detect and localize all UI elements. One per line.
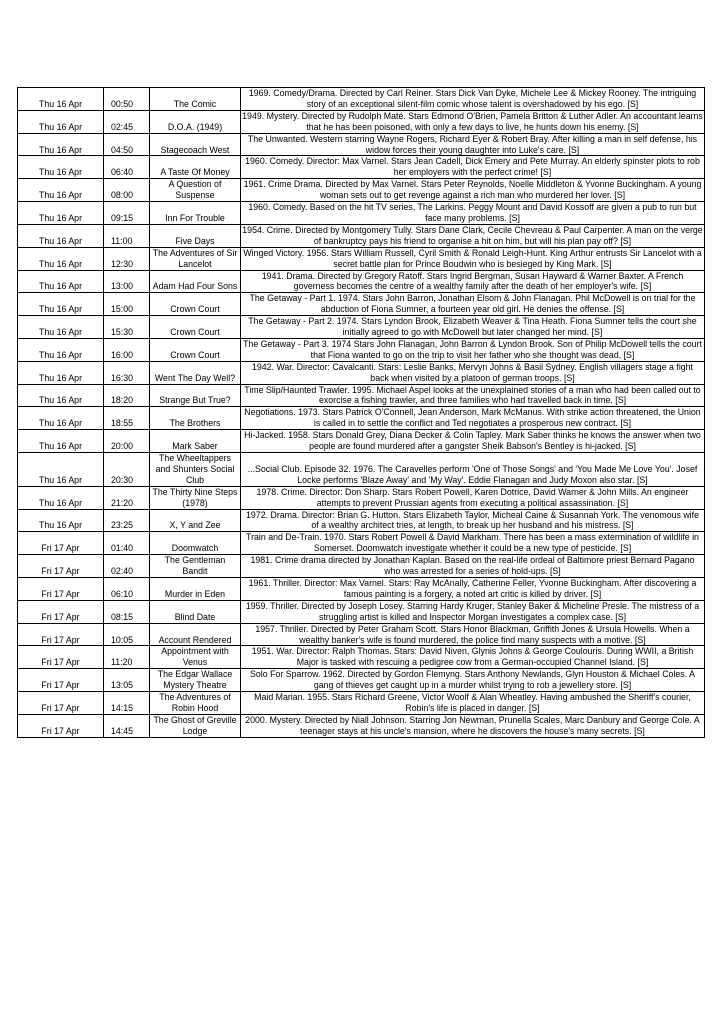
day-cell: Thu 16 Apr: [18, 384, 104, 407]
table-row: [18, 407, 705, 430]
day-cell: Fri 17 Apr: [18, 669, 104, 692]
description-cell: 1961. Crime Drama. Directed by Max Varnel. Stars Peter Reynolds, Noelle Middleton & Yvonne Buckingham. A young woman sets out to get revenge against a rich man who murdered her lover. [S]: [241, 179, 705, 202]
time-cell: 16:00: [104, 338, 150, 361]
title-cell: The Ghost of Greville Lodge: [150, 714, 241, 737]
time-cell: 14:45: [104, 714, 150, 737]
day-cell: Thu 16 Apr: [18, 509, 104, 532]
title-cell: Strange But True?: [150, 384, 241, 407]
day-cell: Thu 16 Apr: [18, 361, 104, 384]
schedule-table: [17, 87, 705, 738]
time-cell: 11:20: [104, 646, 150, 669]
table-row: [18, 224, 705, 247]
day-cell: Thu 16 Apr: [18, 270, 104, 293]
description-cell: The Getaway - Part 1. 1974. Stars John Barron, Jonathan Elsom & John Flanagan. Phil McDowell is on trial for the abduction of Fiona Sumner, a fourteen year old girl. He denies the offense. [S]: [241, 293, 705, 316]
description-cell: Train and De-Train. 1970. Stars Robert Powell & David Markham. There has been a mass extermination of wildlife in Somerset. Doomwatch investigate whether it could be a new type of pesticide. [S]: [241, 532, 705, 555]
schedule-body: [18, 88, 705, 738]
day-cell: Thu 16 Apr: [18, 156, 104, 179]
table-row: [18, 88, 705, 111]
description-cell: 1951. War. Director: Ralph Thomas. Stars: David Niven, Glynis Johns & George Coulouris. During WWII, a British Major is tasked with rescuing a pedigree cow from a German-occupied Channel Island. [S]: [241, 646, 705, 669]
table-row: [18, 430, 705, 453]
day-cell: Thu 16 Apr: [18, 316, 104, 339]
title-cell: The Adventures of Robin Hood: [150, 692, 241, 715]
description-cell: Hi-Jacked. 1958. Stars Donald Grey, Diana Decker & Colin Tapley. Mark Saber thinks he knows the answer when two people are found murdered after a gangster Sheik Babson's Bentley is hi-jacked. [S]: [241, 430, 705, 453]
day-cell: Thu 16 Apr: [18, 453, 104, 487]
title-cell: Doomwatch: [150, 532, 241, 555]
day-cell: Thu 16 Apr: [18, 88, 104, 111]
description-cell: Negotiations. 1973. Stars Patrick O'Connell, Jean Anderson, Mark McManus. With strike action threatened, the Union is called in to settle the conflict and Ted negotiates a prosperous new contract. [S]: [241, 407, 705, 430]
day-cell: Thu 16 Apr: [18, 338, 104, 361]
table-row: [18, 509, 705, 532]
title-cell: Appointment with Venus: [150, 646, 241, 669]
table-row: [18, 247, 705, 270]
description-cell: 1960. Comedy. Director: Max Varnel. Stars Jean Cadell, Dick Emery and Pete Murray. An elderly spinster plots to rob her employers with the perfect crime! [S]: [241, 156, 705, 179]
title-cell: Adam Had Four Sons: [150, 270, 241, 293]
title-cell: Account Rendered: [150, 623, 241, 646]
time-cell: 13:00: [104, 270, 150, 293]
table-row: [18, 453, 705, 487]
table-row: [18, 293, 705, 316]
time-cell: 08:15: [104, 600, 150, 623]
table-row: [18, 316, 705, 339]
description-cell: 1959. Thriller. Directed by Joseph Losey. Starring Hardy Kruger, Stanley Baker & Micheline Presle. The mistress of a struggling artist is killed and Inspector Morgan investigates a complex case. [S]: [241, 600, 705, 623]
time-cell: 06:10: [104, 577, 150, 600]
title-cell: The Edgar Wallace Mystery Theatre: [150, 669, 241, 692]
table-row: [18, 669, 705, 692]
description-cell: The Unwanted. Western starring Wayne Rogers, Richard Eyer & Robert Bray. After killing a man in self defense, his widow forces their young daughter into Luke's care. [S]: [241, 133, 705, 156]
description-cell: 1941. Drama. Directed by Gregory Ratoff. Stars Ingrid Bergman, Susan Hayward & Warner Baxter. A French governess becomes the centre of a wealthy family after the death of her employer's wife. [S]: [241, 270, 705, 293]
title-cell: A Question of Suspense: [150, 179, 241, 202]
title-cell: Blind Date: [150, 600, 241, 623]
description-cell: Winged Victory. 1956. Stars William Russell, Cyril Smith & Ronald Leigh-Hunt. King Arthur entrusts Sir Lancelot with a secret battle plan for Prince Boudwin who is besieged by King Mark. [S]: [241, 247, 705, 270]
day-cell: Fri 17 Apr: [18, 692, 104, 715]
day-cell: Thu 16 Apr: [18, 486, 104, 509]
day-cell: Fri 17 Apr: [18, 714, 104, 737]
description-cell: 1942. War. Director: Cavalcanti. Stars: Leslie Banks, Mervyn Johns & Basil Sydney. English villagers stage a fight back when visited by a platoon of german troops. [S]: [241, 361, 705, 384]
day-cell: Fri 17 Apr: [18, 532, 104, 555]
time-cell: 18:55: [104, 407, 150, 430]
description-cell: 2000. Mystery. Directed by Niall Johnson. Starring Jon Newman, Prunella Scales, Marc Danbury and George Cole. A teenager stays at his uncle's mansion, where he discovers the house's many secrets. [S]: [241, 714, 705, 737]
table-row: [18, 600, 705, 623]
time-cell: 01:40: [104, 532, 150, 555]
time-cell: 10:05: [104, 623, 150, 646]
table-row: [18, 202, 705, 225]
description-cell: 1949. Mystery. Directed by Rudolph Maté. Stars Edmond O'Brien, Pamela Britton & Luther Adler. An accountant learns that he has been poisoned, with only a few days to live, he hunts down his enemy. [S]: [242, 110, 703, 132]
day-cell: Fri 17 Apr: [18, 577, 104, 600]
description-cell: 1954. Crime. Directed by Montgomery Tully. Stars Dane Clark, Cecile Chevreau & Paul Carpenter. A man on the verge of bankruptcy pays his friend to organise a hit on him, but will his plan pay off? [S]: [242, 224, 703, 246]
day-cell: Fri 17 Apr: [18, 623, 104, 646]
time-cell: 06:40: [104, 156, 150, 179]
time-cell: 15:30: [104, 316, 150, 339]
day-cell: Fri 17 Apr: [18, 600, 104, 623]
time-cell: 02:40: [104, 555, 150, 578]
table-row: [18, 555, 705, 578]
day-cell: Thu 16 Apr: [18, 407, 104, 430]
title-cell: The Comic: [150, 88, 241, 111]
time-cell: 20:30: [104, 453, 150, 487]
table-row: [18, 623, 705, 646]
title-cell: Five Days: [150, 224, 241, 247]
title-cell: Mark Saber: [150, 430, 241, 453]
table-row: [18, 133, 705, 156]
title-cell: The Gentleman Bandit: [150, 555, 241, 578]
day-cell: Thu 16 Apr: [18, 430, 104, 453]
description-cell: 1972. Drama. Director: Brian G. Hutton. Stars Elizabeth Taylor, Micheal Caine & Susannah York. The venomous wife of a wealthy architect tries, at length, to break up her husband and his mistress. [S]: [241, 509, 705, 532]
table-row: [18, 384, 705, 407]
title-cell: Murder in Eden: [150, 577, 241, 600]
description-cell: 1969. Comedy/Drama. Directed by Carl Reiner. Stars Dick Van Dyke, Michele Lee & Mickey Rooney. The intriguing story of an exceptional silent-film comic whose talent is overshadowed by his ego. [S]: [241, 88, 705, 111]
description-cell: 1978. Crime. Director: Don Sharp. Stars Robert Powell, Karen Dotrice, David Warner & John Mills. An engineer attempts to prevent Prussian agents from executing a political assassination. [S]: [241, 486, 705, 509]
time-cell: 18:20: [104, 384, 150, 407]
table-row: [18, 179, 705, 202]
title-cell: A Taste Of Money: [150, 156, 241, 179]
day-cell: Thu 16 Apr: [18, 247, 104, 270]
title-cell: The Brothers: [150, 407, 241, 430]
time-cell: 00:50: [104, 88, 150, 111]
table-row: [18, 156, 705, 179]
time-cell: 16:30: [104, 361, 150, 384]
table-row: [18, 577, 705, 600]
day-cell: Fri 17 Apr: [18, 646, 104, 669]
time-cell: 21:20: [104, 486, 150, 509]
day-cell: Thu 16 Apr: [18, 179, 104, 202]
day-cell: Fri 17 Apr: [18, 555, 104, 578]
title-cell: Stagecoach West: [150, 133, 241, 156]
description-cell: Solo For Sparrow. 1962. Directed by Gordon Flemyng. Stars Anthony Newlands, Glyn Houston & Michael Coles. A gang of thieves get caught up in a murder whilst trying to rob a jewellery store. [S]: [241, 669, 705, 692]
title-cell: Crown Court: [150, 316, 241, 339]
title-cell: D.O.A. (1949): [150, 110, 241, 133]
table-row: [18, 270, 705, 293]
description-cell: The Getaway - Part 3. 1974 Stars John Flanagan, John Barron & Lyndon Brook. Son of Philip McDowell tells the court that Fiona wanted to go on the trip to visit her father who she thought was dead. [S]: [241, 338, 705, 361]
table-row: [18, 110, 705, 133]
description-cell: 1981. Crime drama directed by Jonathan Kaplan. Based on the real-life ordeal of Baltimore priest Bernard Pagano who was arrested for a series of hold-ups. [S]: [241, 555, 705, 578]
title-cell: Crown Court: [150, 293, 241, 316]
table-row: [18, 646, 705, 669]
day-cell: Thu 16 Apr: [18, 224, 104, 247]
day-cell: Thu 16 Apr: [18, 110, 104, 133]
table-row: [18, 486, 705, 509]
description-cell: The Getaway - Part 2. 1974. Stars Lyndon Brook, Elizabeth Weaver & Tina Heath. Fiona Sumner tells the court she initially agreed to go with McDowell but later changed her mind. [S]: [241, 316, 705, 339]
day-cell: Thu 16 Apr: [18, 133, 104, 156]
title-cell: Went The Day Well?: [150, 361, 241, 384]
time-cell: 20:00: [104, 430, 150, 453]
time-cell: 12:30: [104, 247, 150, 270]
title-cell: X, Y and Zee: [150, 509, 241, 532]
time-cell: 09:15: [104, 202, 150, 225]
day-cell: Thu 16 Apr: [18, 293, 104, 316]
time-cell: 23:25: [104, 509, 150, 532]
title-cell: The Wheeltappers and Shunters Social Club: [150, 453, 241, 487]
description-cell: 1960. Comedy. Based on the hit TV series, The Larkins. Peggy Mount and David Kossoff are given a pub to run but face many problems. [S]: [241, 202, 705, 225]
time-cell: 15:00: [104, 293, 150, 316]
description-cell: Maid Marian. 1955. Stars Richard Greene, Victor Woolf & Alan Wheatley. Having ambushed the Sheriff's courier, Robin's life is placed in danger. [S]: [241, 692, 705, 715]
table-row: [18, 361, 705, 384]
time-cell: 13:05: [104, 669, 150, 692]
title-cell: The Thirty Nine Steps (1978): [150, 486, 241, 509]
title-cell: The Adventures of Sir Lancelot: [150, 247, 241, 270]
title-cell: Inn For Trouble: [150, 202, 241, 225]
time-cell: 11:00: [104, 224, 150, 247]
table-row: [18, 692, 705, 715]
description-cell: 1957. Thriller. Directed by Peter Graham Scott. Stars Honor Blackman, Griffith Jones & Ursula Howells. When a wealthy banker's wife is found murdered, the police find many suspects with a motive. [S]: [241, 623, 705, 646]
table-row: [18, 532, 705, 555]
title-cell: Crown Court: [150, 338, 241, 361]
table-row: [18, 338, 705, 361]
time-cell: 02:45: [104, 110, 150, 133]
time-cell: 14:15: [104, 692, 150, 715]
description-cell: ...Social Club. Episode 32. 1976. The Caravelles perform 'One of Those Songs' and 'You Made Me Love You'. Josef Locke performs 'Blaze Away' and 'My Way'. Eddie Flanagan and Judy Moxon also star. [S]: [241, 453, 705, 487]
table-row: [18, 714, 705, 737]
time-cell: 08:00: [104, 179, 150, 202]
description-cell: Time Slip/Haunted Trawler. 1995. Michael Aspel looks at the unexplained stories of a man who had been called out to exorcise a fishing trawler, and three families who had travelled back in time. [S]: [241, 384, 705, 407]
description-cell: 1961. Thriller. Director: Max Varnel. Stars: Ray McAnally, Catherine Feller, Yvonne Buckingham. After discovering a famous painting is a forgery, a noted art critic is killed by driver. [S]: [241, 577, 705, 600]
time-cell: 04:50: [104, 133, 150, 156]
day-cell: Thu 16 Apr: [18, 202, 104, 225]
